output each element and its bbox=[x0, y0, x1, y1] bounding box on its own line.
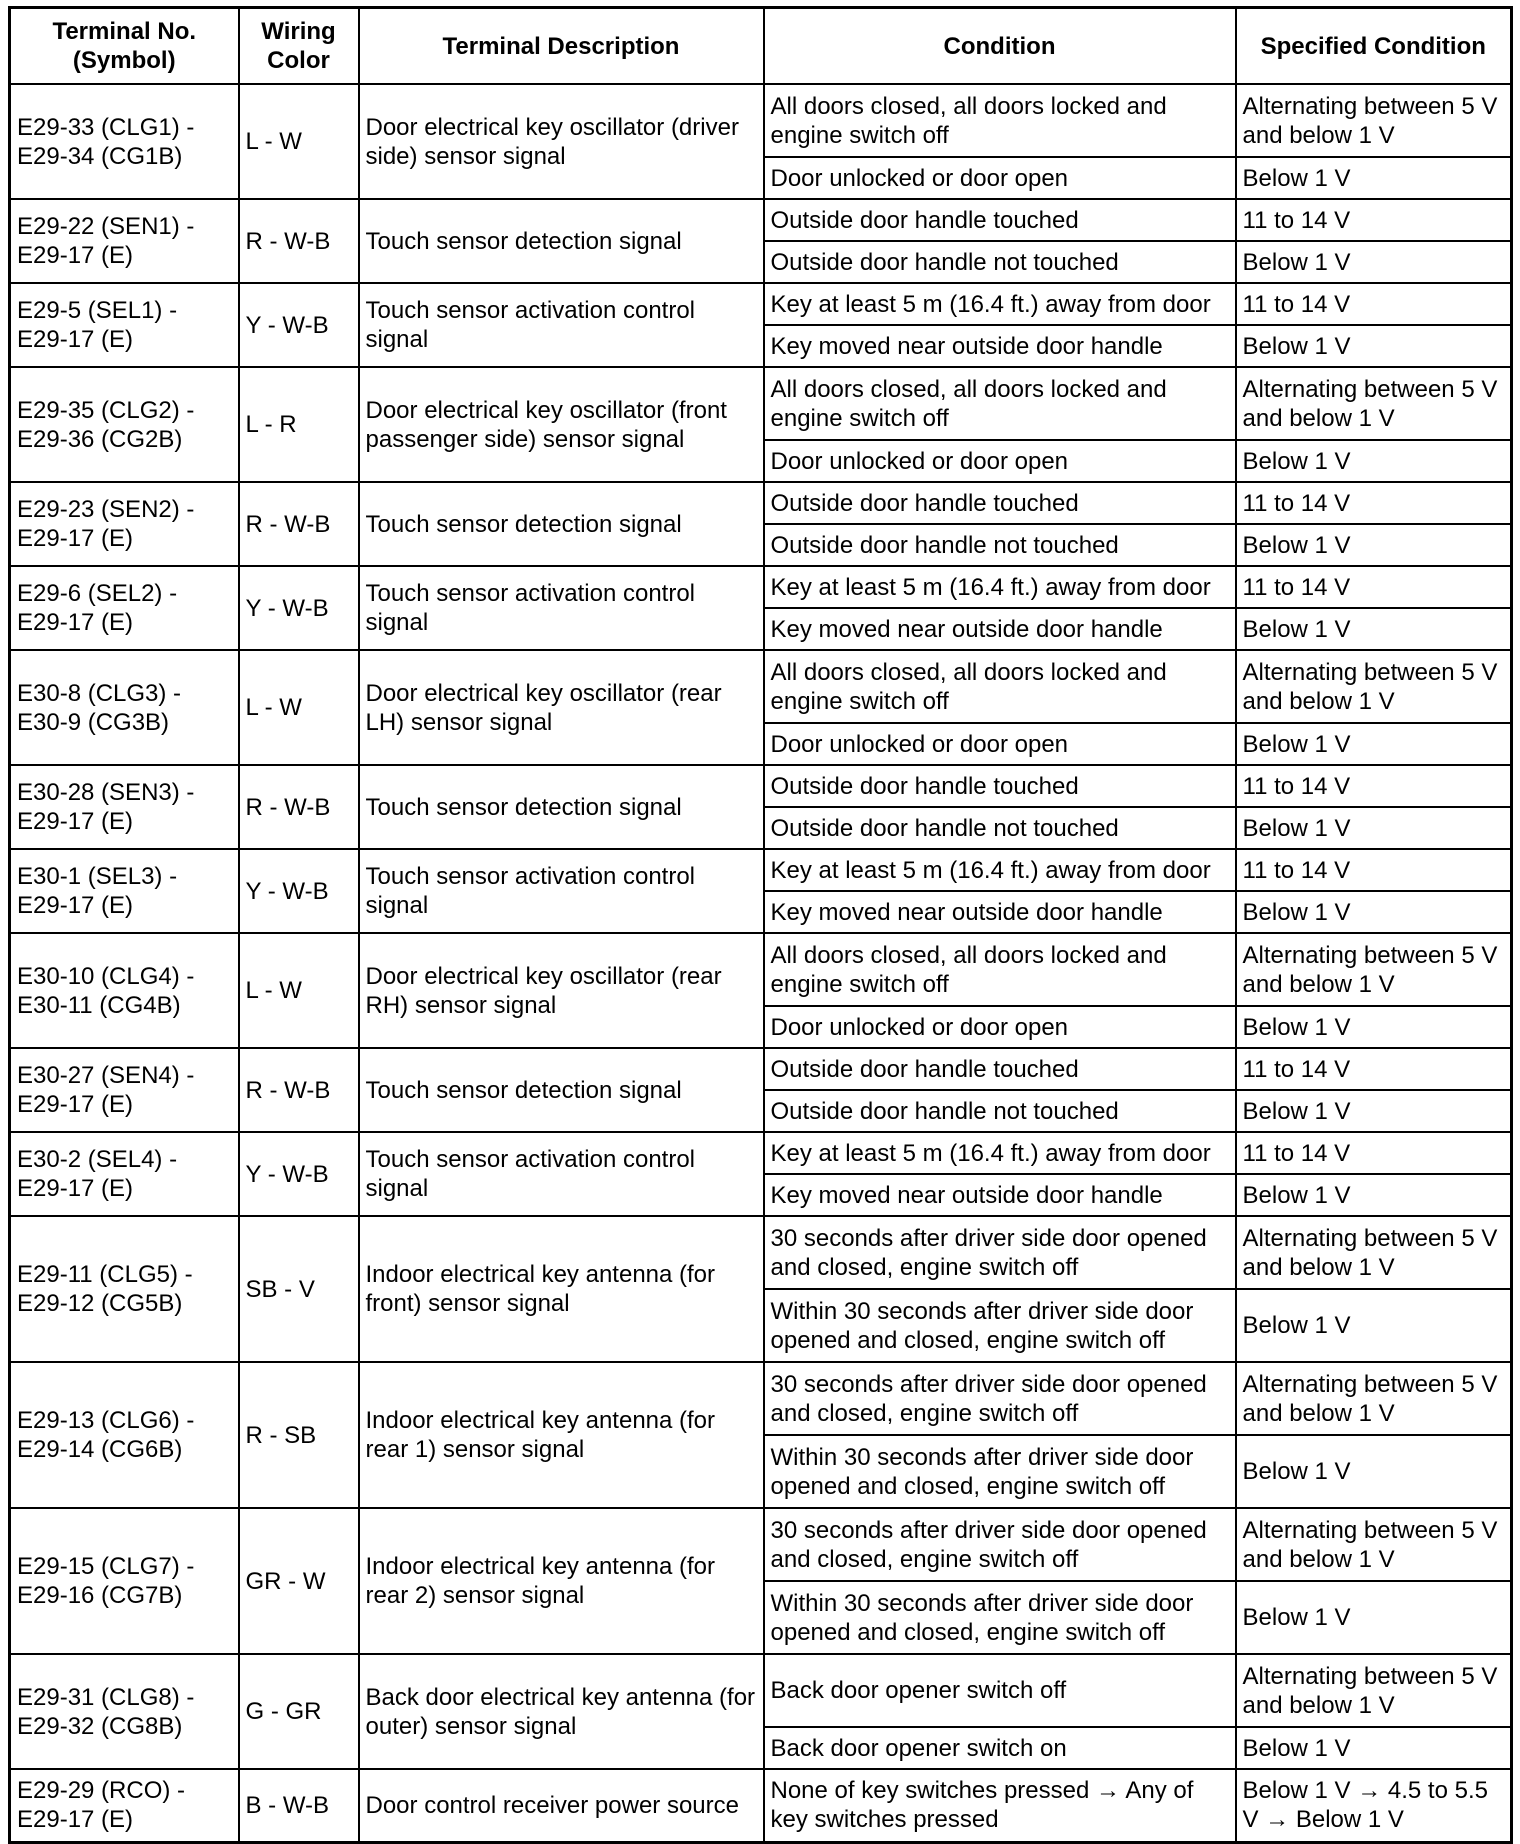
specified-condition-cell: Below 1 V bbox=[1236, 608, 1512, 650]
condition-cell: Outside door handle not touched bbox=[764, 524, 1236, 566]
specified-condition-cell: Alternating between 5 V and below 1 V bbox=[1236, 933, 1512, 1006]
terminal-cell: E29-22 (SEN1) - E29-17 (E) bbox=[10, 199, 239, 283]
condition-cell: Outside door handle not touched bbox=[764, 1090, 1236, 1132]
specified-condition-cell: Below 1 V bbox=[1236, 524, 1512, 566]
terminal-description-cell: Touch sensor activation control signal bbox=[359, 283, 764, 367]
terminal-cell: E29-31 (CLG8) - E29-32 (CG8B) bbox=[10, 1654, 239, 1769]
terminal-cell: E30-10 (CLG4) - E30-11 (CG4B) bbox=[10, 933, 239, 1048]
condition-cell: All doors closed, all doors locked and engine switch off bbox=[764, 367, 1236, 440]
specified-condition-cell: Alternating between 5 V and below 1 V bbox=[1236, 1362, 1512, 1435]
specified-condition-cell: Below 1 V bbox=[1236, 241, 1512, 283]
table-row bbox=[10, 1362, 1512, 1435]
terminal-cell: E30-8 (CLG3) - E30-9 (CG3B) bbox=[10, 650, 239, 765]
specified-condition-cell: Alternating between 5 V and below 1 V bbox=[1236, 1654, 1512, 1727]
condition-cell: Door unlocked or door open bbox=[764, 440, 1236, 482]
condition-cell: Outside door handle not touched bbox=[764, 241, 1236, 283]
wiring-color-cell: Y - W-B bbox=[239, 566, 359, 650]
terminal-cell: E29-35 (CLG2) - E29-36 (CG2B) bbox=[10, 367, 239, 482]
wiring-color-cell: R - W-B bbox=[239, 765, 359, 849]
condition-cell: Key moved near outside door handle bbox=[764, 1174, 1236, 1216]
condition-cell: Key moved near outside door handle bbox=[764, 891, 1236, 933]
specified-condition-cell: Alternating between 5 V and below 1 V bbox=[1236, 84, 1512, 157]
condition-cell: 30 seconds after driver side door opened and closed, engine switch off bbox=[764, 1362, 1236, 1435]
table-body bbox=[10, 84, 1512, 1842]
wiring-color-cell: Y - W-B bbox=[239, 283, 359, 367]
header-terminal-description: Terminal Description bbox=[359, 8, 764, 85]
table-row bbox=[10, 1769, 1512, 1842]
specified-condition-cell: Alternating between 5 V and below 1 V bbox=[1236, 1216, 1512, 1289]
terminal-description-cell: Touch sensor detection signal bbox=[359, 199, 764, 283]
specified-condition-cell: Alternating between 5 V and below 1 V bbox=[1236, 650, 1512, 723]
terminal-cell: E30-28 (SEN3) - E29-17 (E) bbox=[10, 765, 239, 849]
condition-cell: Key at least 5 m (16.4 ft.) away from door bbox=[764, 1132, 1236, 1174]
specified-condition-cell: 11 to 14 V bbox=[1236, 283, 1512, 325]
condition-cell: All doors closed, all doors locked and engine switch off bbox=[764, 84, 1236, 157]
wiring-color-cell: L - R bbox=[239, 367, 359, 482]
table-row bbox=[10, 199, 1512, 241]
wiring-color-cell: R - W-B bbox=[239, 199, 359, 283]
specified-condition-cell: Below 1 V bbox=[1236, 1727, 1512, 1769]
terminal-description-cell: Touch sensor detection signal bbox=[359, 765, 764, 849]
terminal-description-cell: Touch sensor activation control signal bbox=[359, 849, 764, 933]
condition-cell: Within 30 seconds after driver side door opened and closed, engine switch off bbox=[764, 1289, 1236, 1362]
terminal-cell: E29-11 (CLG5) - E29-12 (CG5B) bbox=[10, 1216, 239, 1362]
terminal-description-cell: Indoor electrical key antenna (for rear 2) sensor signal bbox=[359, 1508, 764, 1654]
header-terminal-no: Terminal No. (Symbol) bbox=[10, 8, 239, 85]
terminal-description-cell: Touch sensor detection signal bbox=[359, 1048, 764, 1132]
terminal-description-cell: Back door electrical key antenna (for outer) sensor signal bbox=[359, 1654, 764, 1769]
terminal-cell: E30-2 (SEL4) - E29-17 (E) bbox=[10, 1132, 239, 1216]
table-row bbox=[10, 482, 1512, 524]
specified-condition-cell: Below 1 V bbox=[1236, 1581, 1512, 1654]
specified-condition-cell: 11 to 14 V bbox=[1236, 1132, 1512, 1174]
table-row bbox=[10, 849, 1512, 891]
condition-cell: Outside door handle not touched bbox=[764, 807, 1236, 849]
specified-condition-cell: Below 1 V bbox=[1236, 807, 1512, 849]
terminal-description-cell: Door electrical key oscillator (rear LH) sensor signal bbox=[359, 650, 764, 765]
terminal-description-cell: Door electrical key oscillator (rear RH) sensor signal bbox=[359, 933, 764, 1048]
condition-cell: Back door opener switch off bbox=[764, 1654, 1236, 1727]
specified-condition-cell: Below 1 V bbox=[1236, 325, 1512, 367]
specified-condition-cell: Below 1 V bbox=[1236, 723, 1512, 765]
condition-cell: Outside door handle touched bbox=[764, 765, 1236, 807]
condition-cell: Outside door handle touched bbox=[764, 482, 1236, 524]
specified-condition-cell: 11 to 14 V bbox=[1236, 482, 1512, 524]
condition-cell: 30 seconds after driver side door opened and closed, engine switch off bbox=[764, 1216, 1236, 1289]
terminal-cell: E30-1 (SEL3) - E29-17 (E) bbox=[10, 849, 239, 933]
terminal-cell: E29-33 (CLG1) - E29-34 (CG1B) bbox=[10, 84, 239, 199]
terminal-description-cell: Touch sensor detection signal bbox=[359, 482, 764, 566]
condition-cell: 30 seconds after driver side door opened and closed, engine switch off bbox=[764, 1508, 1236, 1581]
specified-condition-cell: Below 1 V bbox=[1236, 1289, 1512, 1362]
header-row bbox=[10, 8, 1512, 85]
wiring-color-cell: G - GR bbox=[239, 1654, 359, 1769]
condition-cell: Back door opener switch on bbox=[764, 1727, 1236, 1769]
terminal-table bbox=[8, 6, 1513, 1844]
condition-cell: None of key switches pressed → Any of key switches pressed bbox=[764, 1769, 1236, 1842]
terminal-description-cell: Door electrical key oscillator (driver side) sensor signal bbox=[359, 84, 764, 199]
terminal-cell: E29-6 (SEL2) - E29-17 (E) bbox=[10, 566, 239, 650]
table-row bbox=[10, 367, 1512, 440]
specified-condition-cell: 11 to 14 V bbox=[1236, 566, 1512, 608]
wiring-color-cell: B - W-B bbox=[239, 1769, 359, 1842]
terminal-cell: E29-13 (CLG6) - E29-14 (CG6B) bbox=[10, 1362, 239, 1508]
terminal-cell: E30-27 (SEN4) - E29-17 (E) bbox=[10, 1048, 239, 1132]
wiring-color-cell: L - W bbox=[239, 933, 359, 1048]
condition-cell: Outside door handle touched bbox=[764, 1048, 1236, 1090]
table-row bbox=[10, 1132, 1512, 1174]
specified-condition-cell: Below 1 V → 4.5 to 5.5 V → Below 1 V bbox=[1236, 1769, 1512, 1842]
condition-cell: Door unlocked or door open bbox=[764, 157, 1236, 199]
specified-condition-cell: Below 1 V bbox=[1236, 1090, 1512, 1132]
condition-cell: Key moved near outside door handle bbox=[764, 608, 1236, 650]
wiring-color-cell: GR - W bbox=[239, 1508, 359, 1654]
wiring-color-cell: SB - V bbox=[239, 1216, 359, 1362]
specified-condition-cell: Alternating between 5 V and below 1 V bbox=[1236, 1508, 1512, 1581]
terminal-description-cell: Door control receiver power source bbox=[359, 1769, 764, 1842]
terminal-cell: E29-23 (SEN2) - E29-17 (E) bbox=[10, 482, 239, 566]
condition-cell: Door unlocked or door open bbox=[764, 723, 1236, 765]
specified-condition-cell: Alternating between 5 V and below 1 V bbox=[1236, 367, 1512, 440]
table-row bbox=[10, 1216, 1512, 1289]
condition-cell: Within 30 seconds after driver side door opened and closed, engine switch off bbox=[764, 1435, 1236, 1508]
table-row bbox=[10, 933, 1512, 1006]
condition-cell: Within 30 seconds after driver side door opened and closed, engine switch off bbox=[764, 1581, 1236, 1654]
terminal-description-cell: Door electrical key oscillator (front passenger side) sensor signal bbox=[359, 367, 764, 482]
table-row bbox=[10, 283, 1512, 325]
wiring-color-cell: L - W bbox=[239, 650, 359, 765]
header-condition: Condition bbox=[764, 8, 1236, 85]
wiring-color-cell: R - W-B bbox=[239, 1048, 359, 1132]
condition-cell: Door unlocked or door open bbox=[764, 1006, 1236, 1048]
header-specified-condition: Specified Condition bbox=[1236, 8, 1512, 85]
condition-cell: Key at least 5 m (16.4 ft.) away from door bbox=[764, 566, 1236, 608]
specified-condition-cell: Below 1 V bbox=[1236, 157, 1512, 199]
specified-condition-cell: 11 to 14 V bbox=[1236, 849, 1512, 891]
terminal-description-cell: Touch sensor activation control signal bbox=[359, 1132, 764, 1216]
table-row bbox=[10, 1048, 1512, 1090]
condition-cell: Key moved near outside door handle bbox=[764, 325, 1236, 367]
wiring-color-cell: Y - W-B bbox=[239, 1132, 359, 1216]
specified-condition-cell: Below 1 V bbox=[1236, 891, 1512, 933]
specified-condition-cell: Below 1 V bbox=[1236, 1435, 1512, 1508]
table-row bbox=[10, 765, 1512, 807]
terminal-description-cell: Indoor electrical key antenna (for rear 1) sensor signal bbox=[359, 1362, 764, 1508]
condition-cell: Key at least 5 m (16.4 ft.) away from door bbox=[764, 283, 1236, 325]
condition-cell: Key at least 5 m (16.4 ft.) away from door bbox=[764, 849, 1236, 891]
terminal-cell: E29-5 (SEL1) - E29-17 (E) bbox=[10, 283, 239, 367]
table-row bbox=[10, 566, 1512, 608]
wiring-color-cell: Y - W-B bbox=[239, 849, 359, 933]
condition-cell: All doors closed, all doors locked and engine switch off bbox=[764, 650, 1236, 723]
wiring-color-cell: L - W bbox=[239, 84, 359, 199]
terminal-description-cell: Touch sensor activation control signal bbox=[359, 566, 764, 650]
specified-condition-cell: 11 to 14 V bbox=[1236, 1048, 1512, 1090]
condition-cell: All doors closed, all doors locked and engine switch off bbox=[764, 933, 1236, 1006]
specified-condition-cell: Below 1 V bbox=[1236, 1174, 1512, 1216]
table-row bbox=[10, 1508, 1512, 1581]
table-row bbox=[10, 1654, 1512, 1727]
table-row bbox=[10, 650, 1512, 723]
header-wiring-color: Wiring Color bbox=[239, 8, 359, 85]
specified-condition-cell: Below 1 V bbox=[1236, 1006, 1512, 1048]
specified-condition-cell: 11 to 14 V bbox=[1236, 199, 1512, 241]
terminal-cell: E29-15 (CLG7) - E29-16 (CG7B) bbox=[10, 1508, 239, 1654]
specified-condition-cell: 11 to 14 V bbox=[1236, 765, 1512, 807]
wiring-color-cell: R - SB bbox=[239, 1362, 359, 1508]
specified-condition-cell: Below 1 V bbox=[1236, 440, 1512, 482]
wiring-color-cell: R - W-B bbox=[239, 482, 359, 566]
terminal-description-cell: Indoor electrical key antenna (for front) sensor signal bbox=[359, 1216, 764, 1362]
condition-cell: Outside door handle touched bbox=[764, 199, 1236, 241]
table-row bbox=[10, 84, 1512, 157]
terminal-cell: E29-29 (RCO) - E29-17 (E) bbox=[10, 1769, 239, 1842]
